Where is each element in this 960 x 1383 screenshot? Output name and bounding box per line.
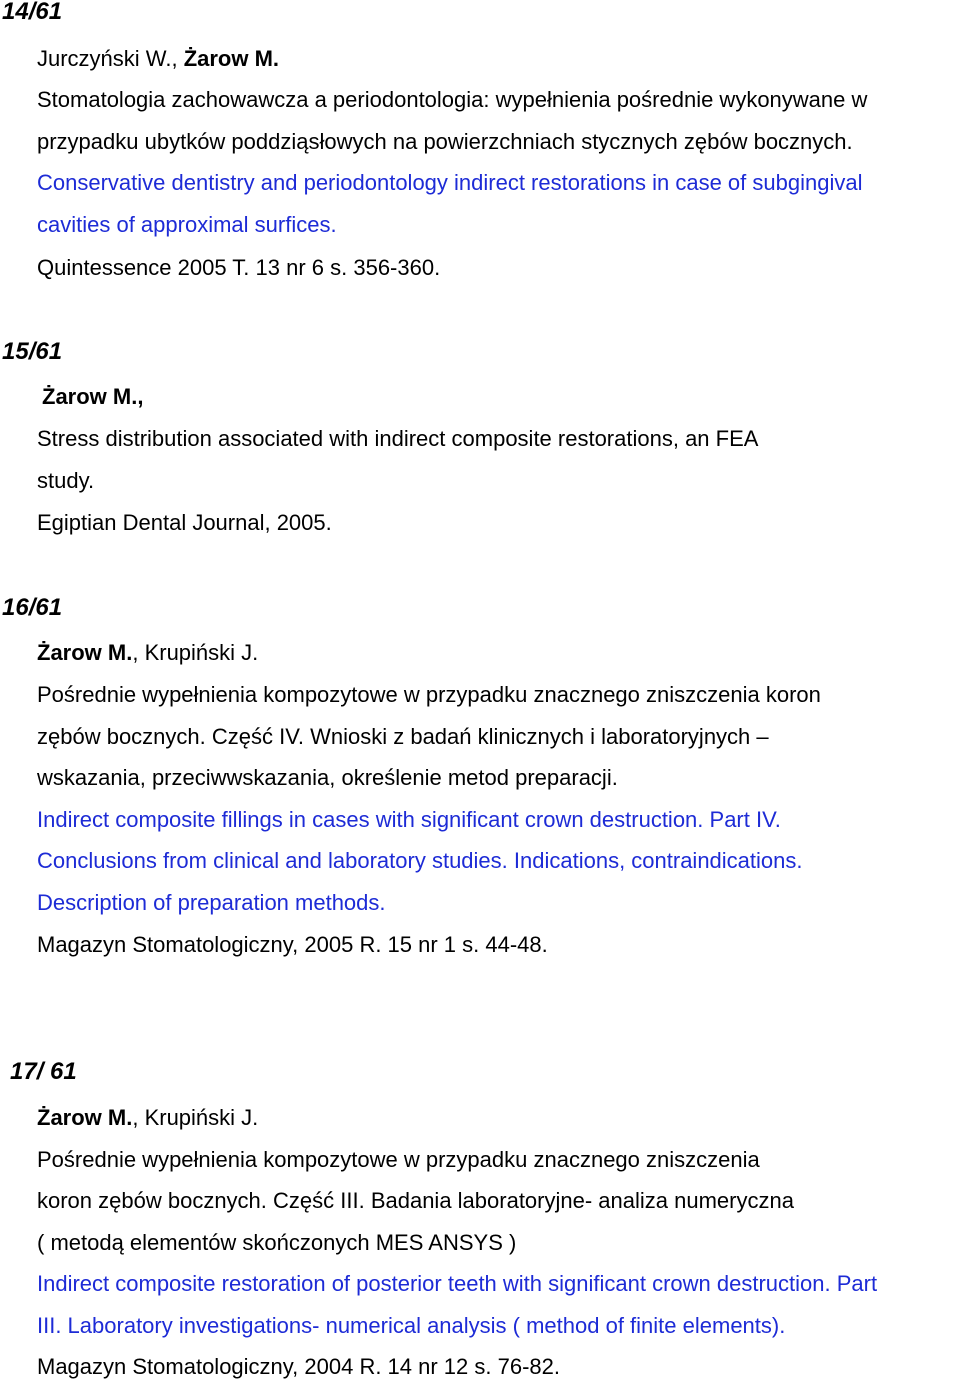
entry-number: 14/61 [2, 0, 63, 25]
entry-authors [37, 639, 258, 667]
entry-title-pl: wskazania, przeciwwskazania, określenie metod preparacji. [37, 765, 618, 790]
entry-title-pl: zębów bocznych. Część IV. Wnioski z badań klinicznych i laboratoryjnych – [37, 724, 769, 749]
entry-source: Magazyn Stomatologiczny, 2005 R. 15 nr 1 s. 44-48. [37, 932, 548, 957]
entry-authors [37, 45, 279, 73]
author: , Krupiński J. [132, 640, 259, 665]
entry-title-en: III. Laboratory investigations- numerical analysis ( method of finite elements). [37, 1313, 786, 1338]
author: Żarow M. [37, 1105, 133, 1130]
entry-title-en: cavities of approximal surfices. [37, 212, 337, 237]
entry-title-pl: Pośrednie wypełnienia kompozytowe w przypadku znacznego zniszczenia koron [37, 682, 821, 707]
entry-source: Egiptian Dental Journal, 2005. [37, 510, 332, 535]
entry-title-en: Description of preparation methods. [37, 890, 386, 915]
entry-title-pl: koron zębów bocznych. Część III. Badania laboratoryjne- analiza numeryczna [37, 1188, 794, 1213]
entry-number: 16/61 [2, 594, 63, 621]
entry-title: study. [37, 468, 95, 493]
entry-title-en: Conclusions from clinical and laboratory studies. Indications, contraindications. [37, 848, 803, 873]
entry-title-pl: Pośrednie wypełnienia kompozytowe w przypadku znacznego zniszczenia [37, 1147, 760, 1172]
entry-source: Magazyn Stomatologiczny, 2004 R. 14 nr 12 s. 76-82. [37, 1354, 560, 1379]
author-separator: , [137, 384, 144, 409]
entry-title-en: Indirect composite restoration of posterior teeth with significant crown destruction. Part [37, 1271, 878, 1296]
author: Żarow M. [42, 384, 138, 409]
entry-authors [37, 1104, 258, 1132]
entry-title-pl: Stomatologia zachowawcza a periodontologia: wypełnienia pośrednie wykonywane w [37, 87, 868, 112]
entry-number: 15/61 [2, 338, 63, 365]
author: Żarow M. [183, 46, 280, 71]
entry-title: Stress distribution associated with indirect composite restorations, an FEA [37, 426, 759, 451]
entry-title-en: Conservative dentistry and periodontology indirect restorations in case of subgingival [37, 170, 863, 195]
author: Jurczyński W., [37, 46, 184, 71]
author: , Krupiński J. [132, 1105, 259, 1130]
entry-authors [42, 383, 143, 411]
entry-source: Quintessence 2005 T. 13 nr 6 s. 356-360. [37, 255, 441, 280]
entry-title-pl: przypadku ubytków poddziąsłowych na powierzchniach stycznych zębów bocznych. [37, 129, 853, 154]
entry-title-en: Indirect composite fillings in cases with significant crown destruction. Part IV. [37, 807, 781, 832]
author: Żarow M. [37, 640, 133, 665]
entry-number: 17/ 61 [10, 1058, 77, 1085]
entry-title-pl: ( metodą elementów skończonych MES ANSYS ) [37, 1230, 517, 1255]
